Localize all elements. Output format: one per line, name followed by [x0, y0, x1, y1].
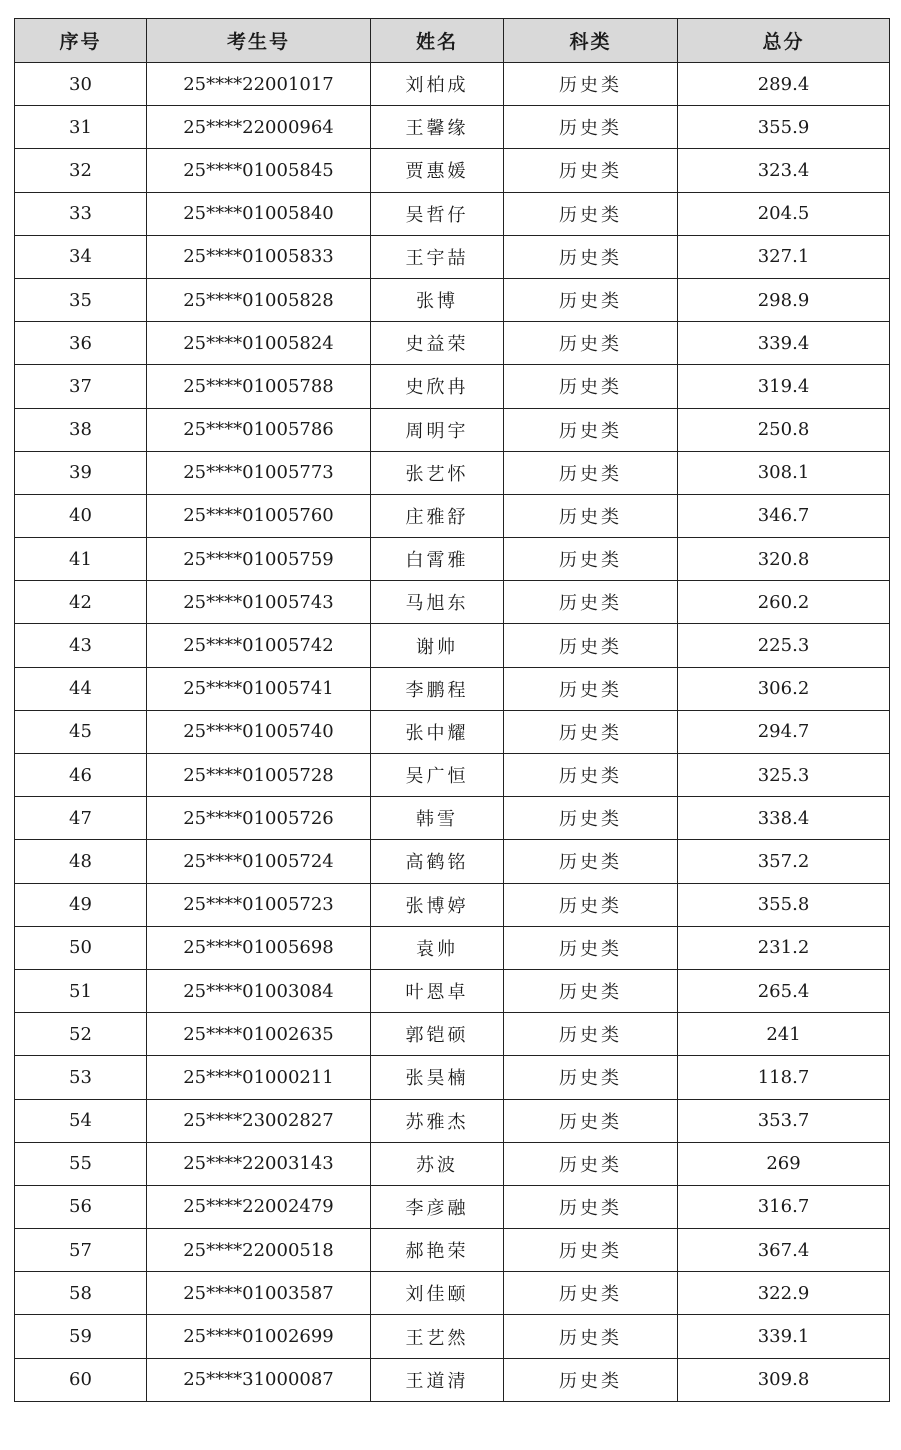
cell-seq: 35: [15, 278, 147, 321]
cell-total-score: 339.1: [678, 1315, 890, 1358]
cell-exam-id: 25****22003143: [147, 1142, 371, 1185]
cell-subject: 历史类: [504, 710, 678, 753]
cell-exam-id: 25****01005741: [147, 667, 371, 710]
cell-exam-id: 25****01005726: [147, 797, 371, 840]
cell-seq: 43: [15, 624, 147, 667]
cell-subject: 历史类: [504, 322, 678, 365]
cell-name: 叶恩卓: [371, 969, 504, 1012]
header-exam-id: 考生号: [147, 19, 371, 63]
table-row: [15, 106, 890, 149]
cell-name: 苏波: [371, 1142, 504, 1185]
cell-name: 郭铠硕: [371, 1013, 504, 1056]
cell-total-score: 320.8: [678, 538, 890, 581]
cell-subject: 历史类: [504, 1056, 678, 1099]
cell-exam-id: 25****01005840: [147, 192, 371, 235]
cell-seq: 57: [15, 1229, 147, 1272]
cell-exam-id: 25****22000518: [147, 1229, 371, 1272]
cell-seq: 50: [15, 926, 147, 969]
table-row: [15, 1185, 890, 1228]
cell-subject: 历史类: [504, 1315, 678, 1358]
cell-subject: 历史类: [504, 1142, 678, 1185]
header-seq: 序号: [15, 19, 147, 63]
table-row: [15, 235, 890, 278]
table-row: [15, 63, 890, 106]
cell-name: 白霄雅: [371, 538, 504, 581]
cell-name: 吴哲仔: [371, 192, 504, 235]
cell-name: 王艺然: [371, 1315, 504, 1358]
cell-seq: 30: [15, 63, 147, 106]
table-row: [15, 494, 890, 537]
table-row: [15, 1315, 890, 1358]
cell-seq: 59: [15, 1315, 147, 1358]
cell-subject: 历史类: [504, 538, 678, 581]
table-row: [15, 797, 890, 840]
cell-subject: 历史类: [504, 883, 678, 926]
cell-seq: 49: [15, 883, 147, 926]
table-row: [15, 1358, 890, 1401]
table-row: [15, 883, 890, 926]
cell-subject: 历史类: [504, 1272, 678, 1315]
cell-exam-id: 25****01002699: [147, 1315, 371, 1358]
cell-seq: 33: [15, 192, 147, 235]
cell-seq: 32: [15, 149, 147, 192]
cell-subject: 历史类: [504, 494, 678, 537]
cell-total-score: 241: [678, 1013, 890, 1056]
cell-exam-id: 25****01003084: [147, 969, 371, 1012]
cell-total-score: 118.7: [678, 1056, 890, 1099]
cell-total-score: 355.9: [678, 106, 890, 149]
table-row: [15, 1056, 890, 1099]
cell-seq: 58: [15, 1272, 147, 1315]
cell-seq: 42: [15, 581, 147, 624]
cell-name: 郝艳荣: [371, 1229, 504, 1272]
cell-subject: 历史类: [504, 192, 678, 235]
cell-total-score: 339.4: [678, 322, 890, 365]
cell-subject: 历史类: [504, 1358, 678, 1401]
cell-exam-id: 25****01005728: [147, 754, 371, 797]
header-row: [15, 19, 890, 63]
cell-subject: 历史类: [504, 969, 678, 1012]
cell-total-score: 269: [678, 1142, 890, 1185]
cell-exam-id: 25****23002827: [147, 1099, 371, 1142]
cell-seq: 36: [15, 322, 147, 365]
cell-seq: 34: [15, 235, 147, 278]
cell-subject: 历史类: [504, 63, 678, 106]
cell-total-score: 265.4: [678, 969, 890, 1012]
cell-name: 王宇喆: [371, 235, 504, 278]
table-row: [15, 408, 890, 451]
cell-name: 李鹏程: [371, 667, 504, 710]
cell-name: 张中耀: [371, 710, 504, 753]
table-row: [15, 710, 890, 753]
cell-exam-id: 25****01005773: [147, 451, 371, 494]
cell-name: 韩雪: [371, 797, 504, 840]
table-body: [15, 63, 890, 1402]
table-row: [15, 192, 890, 235]
cell-exam-id: 25****31000087: [147, 1358, 371, 1401]
cell-total-score: 225.3: [678, 624, 890, 667]
cell-seq: 39: [15, 451, 147, 494]
cell-total-score: 308.1: [678, 451, 890, 494]
cell-total-score: 322.9: [678, 1272, 890, 1315]
cell-name: 张博婷: [371, 883, 504, 926]
cell-subject: 历史类: [504, 278, 678, 321]
cell-exam-id: 25****22001017: [147, 63, 371, 106]
cell-name: 王馨缘: [371, 106, 504, 149]
cell-exam-id: 25****01002635: [147, 1013, 371, 1056]
table-row: [15, 365, 890, 408]
cell-name: 高鹤铭: [371, 840, 504, 883]
cell-exam-id: 25****01005788: [147, 365, 371, 408]
cell-exam-id: 25****01005723: [147, 883, 371, 926]
cell-name: 马旭东: [371, 581, 504, 624]
table-row: [15, 149, 890, 192]
cell-name: 史欣冉: [371, 365, 504, 408]
cell-name: 刘柏成: [371, 63, 504, 106]
cell-total-score: 327.1: [678, 235, 890, 278]
cell-seq: 45: [15, 710, 147, 753]
cell-exam-id: 25****01005740: [147, 710, 371, 753]
header-name: 姓名: [371, 19, 504, 63]
header-subject: 科类: [504, 19, 678, 63]
cell-subject: 历史类: [504, 667, 678, 710]
cell-exam-id: 25****01005760: [147, 494, 371, 537]
cell-seq: 56: [15, 1185, 147, 1228]
cell-subject: 历史类: [504, 1229, 678, 1272]
cell-seq: 47: [15, 797, 147, 840]
cell-total-score: 355.8: [678, 883, 890, 926]
table-row: [15, 1099, 890, 1142]
cell-name: 袁帅: [371, 926, 504, 969]
cell-exam-id: 25****01005824: [147, 322, 371, 365]
cell-total-score: 231.2: [678, 926, 890, 969]
table-row: [15, 926, 890, 969]
score-table: [14, 18, 890, 1402]
cell-seq: 60: [15, 1358, 147, 1401]
table-row: [15, 754, 890, 797]
table-row: [15, 1013, 890, 1056]
cell-subject: 历史类: [504, 754, 678, 797]
cell-total-score: 289.4: [678, 63, 890, 106]
cell-exam-id: 25****01005698: [147, 926, 371, 969]
cell-seq: 41: [15, 538, 147, 581]
table-row: [15, 322, 890, 365]
cell-subject: 历史类: [504, 451, 678, 494]
cell-subject: 历史类: [504, 1185, 678, 1228]
cell-seq: 37: [15, 365, 147, 408]
cell-total-score: 346.7: [678, 494, 890, 537]
cell-seq: 52: [15, 1013, 147, 1056]
cell-name: 张昊楠: [371, 1056, 504, 1099]
cell-subject: 历史类: [504, 624, 678, 667]
table-row: [15, 1229, 890, 1272]
cell-name: 王道清: [371, 1358, 504, 1401]
cell-subject: 历史类: [504, 1099, 678, 1142]
cell-exam-id: 25****22000964: [147, 106, 371, 149]
cell-total-score: 353.7: [678, 1099, 890, 1142]
cell-exam-id: 25****01005742: [147, 624, 371, 667]
table-row: [15, 840, 890, 883]
cell-name: 吴广恒: [371, 754, 504, 797]
cell-seq: 31: [15, 106, 147, 149]
cell-exam-id: 25****01005786: [147, 408, 371, 451]
cell-exam-id: 25****01005845: [147, 149, 371, 192]
cell-total-score: 338.4: [678, 797, 890, 840]
cell-seq: 40: [15, 494, 147, 537]
table-row: [15, 451, 890, 494]
cell-subject: 历史类: [504, 581, 678, 624]
table-row: [15, 1142, 890, 1185]
cell-name: 谢帅: [371, 624, 504, 667]
cell-subject: 历史类: [504, 840, 678, 883]
cell-exam-id: 25****22002479: [147, 1185, 371, 1228]
table-row: [15, 667, 890, 710]
cell-seq: 48: [15, 840, 147, 883]
cell-name: 周明宇: [371, 408, 504, 451]
cell-exam-id: 25****01000211: [147, 1056, 371, 1099]
cell-name: 张博: [371, 278, 504, 321]
cell-name: 苏雅杰: [371, 1099, 504, 1142]
cell-exam-id: 25****01005743: [147, 581, 371, 624]
cell-subject: 历史类: [504, 106, 678, 149]
table-row: [15, 278, 890, 321]
cell-name: 张艺怀: [371, 451, 504, 494]
cell-name: 庄雅舒: [371, 494, 504, 537]
cell-total-score: 204.5: [678, 192, 890, 235]
table-row: [15, 581, 890, 624]
cell-seq: 54: [15, 1099, 147, 1142]
cell-subject: 历史类: [504, 149, 678, 192]
cell-subject: 历史类: [504, 235, 678, 278]
cell-exam-id: 25****01005828: [147, 278, 371, 321]
cell-total-score: 306.2: [678, 667, 890, 710]
cell-total-score: 250.8: [678, 408, 890, 451]
table-row: [15, 624, 890, 667]
cell-name: 贾惠媛: [371, 149, 504, 192]
cell-total-score: 294.7: [678, 710, 890, 753]
cell-total-score: 316.7: [678, 1185, 890, 1228]
cell-total-score: 298.9: [678, 278, 890, 321]
cell-subject: 历史类: [504, 1013, 678, 1056]
cell-total-score: 260.2: [678, 581, 890, 624]
cell-seq: 46: [15, 754, 147, 797]
header-total-score: 总分: [678, 19, 890, 63]
cell-total-score: 319.4: [678, 365, 890, 408]
cell-seq: 55: [15, 1142, 147, 1185]
cell-seq: 44: [15, 667, 147, 710]
cell-total-score: 325.3: [678, 754, 890, 797]
cell-name: 李彦融: [371, 1185, 504, 1228]
table-row: [15, 969, 890, 1012]
cell-seq: 51: [15, 969, 147, 1012]
cell-seq: 53: [15, 1056, 147, 1099]
cell-subject: 历史类: [504, 926, 678, 969]
cell-total-score: 309.8: [678, 1358, 890, 1401]
cell-seq: 38: [15, 408, 147, 451]
cell-subject: 历史类: [504, 365, 678, 408]
cell-total-score: 357.2: [678, 840, 890, 883]
cell-exam-id: 25****01005833: [147, 235, 371, 278]
table-row: [15, 538, 890, 581]
cell-exam-id: 25****01005759: [147, 538, 371, 581]
cell-name: 刘佳颐: [371, 1272, 504, 1315]
cell-total-score: 367.4: [678, 1229, 890, 1272]
table-row: [15, 1272, 890, 1315]
cell-total-score: 323.4: [678, 149, 890, 192]
cell-subject: 历史类: [504, 797, 678, 840]
cell-exam-id: 25****01003587: [147, 1272, 371, 1315]
cell-exam-id: 25****01005724: [147, 840, 371, 883]
cell-subject: 历史类: [504, 408, 678, 451]
cell-name: 史益荣: [371, 322, 504, 365]
